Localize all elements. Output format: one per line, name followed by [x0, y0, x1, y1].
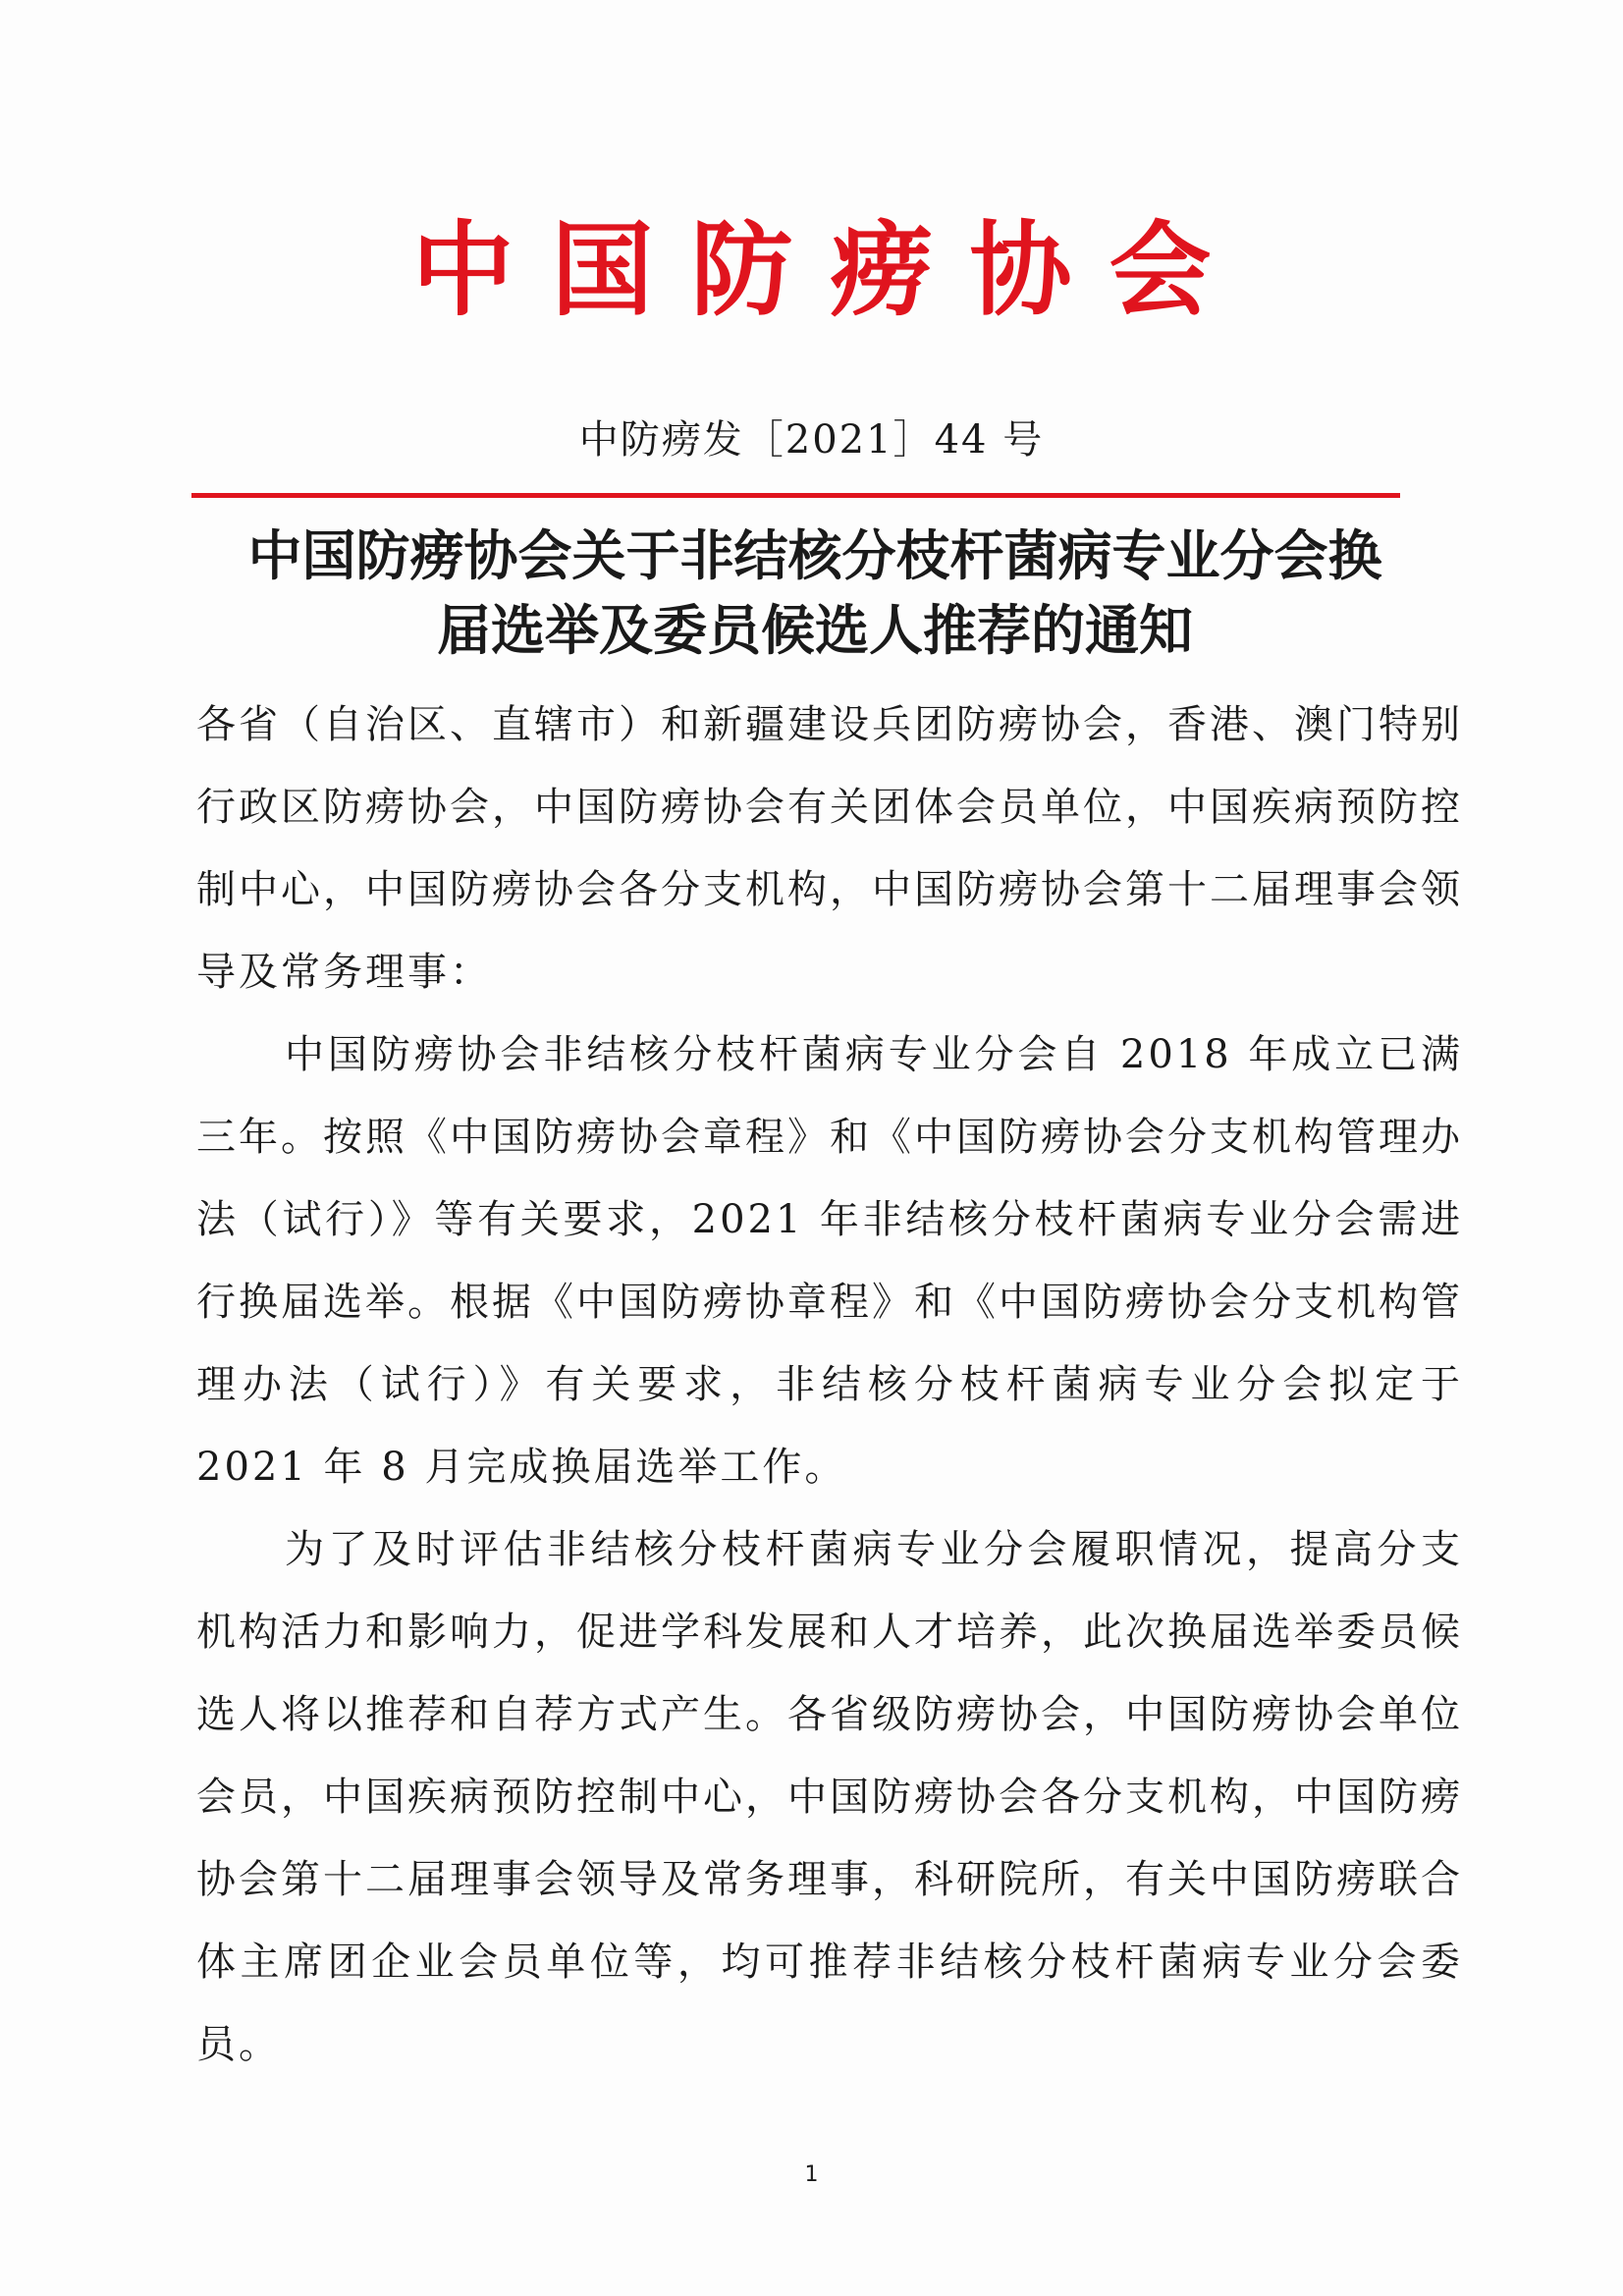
organization-header [0, 201, 1623, 339]
red-separator-line [191, 493, 1400, 498]
notice-body [196, 683, 1463, 2086]
salutation: 各省（自治区、直辖市）和新疆建设兵团防痨协会，香港、澳门特别行政区防痨协会，中国防痨协会有关团体会员单位，中国疾病预防控制中心，中国防痨协会各分支机构，中国防痨协会第十二届理事会领导及常务理事： [196, 702, 1463, 995]
document-number: 中防痨发［2021］44 号 [578, 417, 1045, 463]
notice-title [191, 519, 1438, 668]
body-paragraph-2: 为了及时评估非结核分枝杆菌病专业分会履职情况，提高分支机构活力和影响力，促进学科发展和人才培养，此次换届选举委员候选人将以推荐和自荐方式产生。各省级防痨协会，中国防痨协会单位会员，中国疾病预防控制中心，中国防痨协会各分支机构，中国防痨协会第十二届理事会领导及常务理事，科研院所，有关中国防痨联合体主席团企业会员单位等，均可推荐非结核分枝杆菌病专业分会委员。 [196, 1527, 1463, 2067]
notice-title-line-1: 中国防痨协会关于非结核分枝杆菌病专业分会换 [247, 523, 1382, 587]
org-name: 中国防痨协会 [411, 210, 1249, 330]
body-paragraph-1: 中国防痨协会非结核分枝杆菌病专业分会自 2018 年成立已满三年。按照《中国防痨协会章程》和《中国防痨协会分支机构管理办法（试行）》等有关要求，2021 年非结核分枝杆菌病专业分会需进行换届选举。根据《中国防痨协章程》和《中国防痨协会分支机构管理办法（试行）》有关要求，非结核分枝杆菌病专业分会拟定于 2021 年 8 月完成换届选举工作。 [196, 1032, 1463, 1490]
notice-title-line-2: 届选举及委员候选人推荐的通知 [436, 598, 1193, 662]
page-number: 1 [804, 2162, 819, 2187]
